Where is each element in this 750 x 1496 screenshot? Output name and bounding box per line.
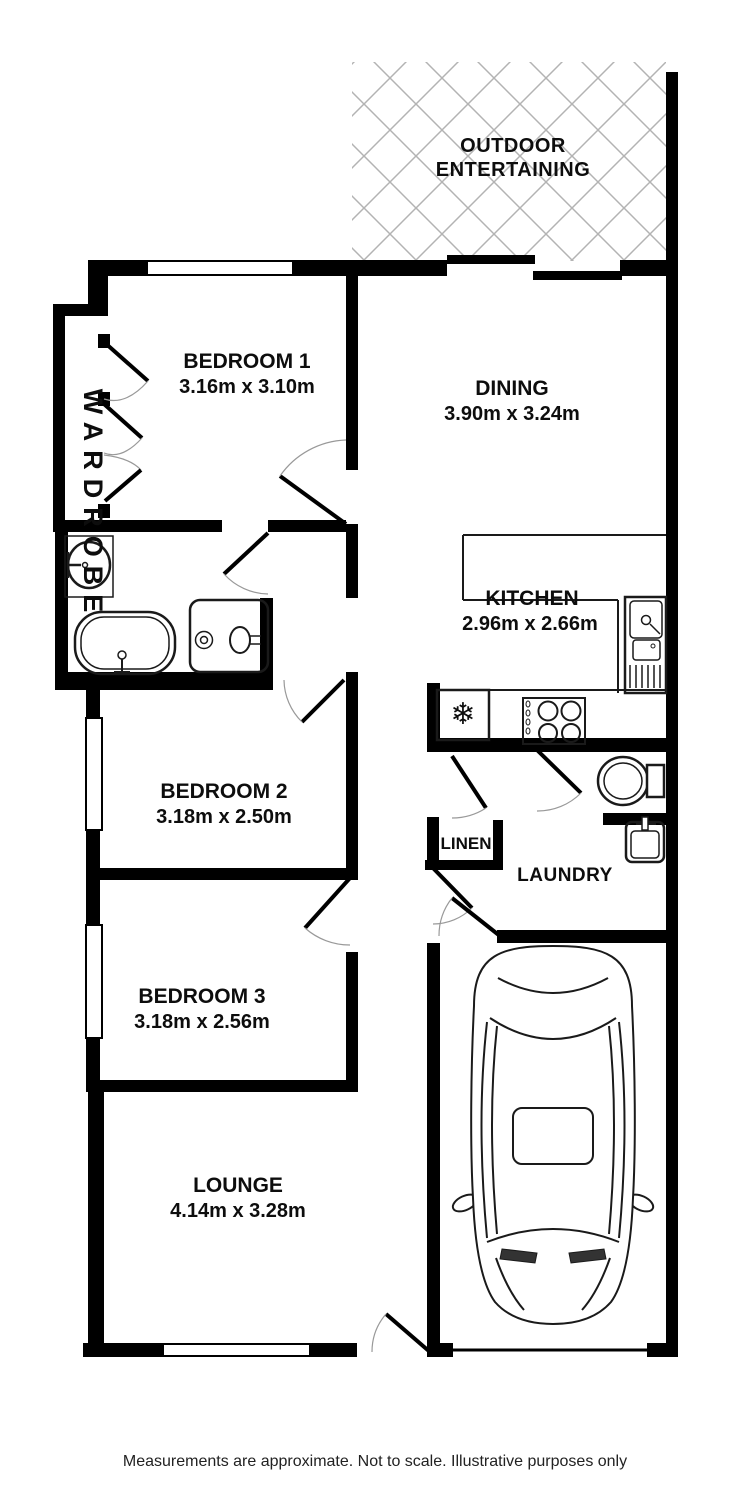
- label-bedroom3-dims: 3.18m x 2.56m: [134, 1011, 270, 1033]
- window-bedroom2: [86, 718, 102, 830]
- car-body: [471, 946, 635, 1324]
- label-dining-dims: 3.90m x 3.24m: [444, 403, 580, 425]
- wall-segment: [666, 72, 678, 1357]
- wall-segment: [83, 1343, 163, 1357]
- label-dining-name: DINING: [475, 377, 549, 400]
- label-bedroom1-name: BEDROOM 1: [183, 350, 311, 373]
- wall-segment: [310, 1343, 357, 1357]
- wall-segment: [346, 952, 358, 1092]
- window-lounge: [163, 1344, 310, 1356]
- label-bedroom2-name: BEDROOM 2: [160, 780, 288, 803]
- wall-segment: [86, 1080, 358, 1092]
- wall-segment: [346, 524, 358, 598]
- wall-segment: [647, 1343, 678, 1357]
- disclaimer-text: Measurements are approximate. Not to scale. Illustrative purposes only: [122, 1453, 628, 1470]
- wall-segment: [55, 520, 68, 690]
- wall-segment: [268, 520, 346, 532]
- car-top-view: [450, 946, 655, 1324]
- label-lounge-name: LOUNGE: [193, 1174, 283, 1197]
- wall-segment: [620, 260, 668, 276]
- wall-segment: [88, 1092, 104, 1343]
- wall-segment: [346, 260, 358, 470]
- wall-segment: [425, 860, 503, 870]
- sliding-door-panel: [533, 271, 622, 280]
- wall-segment: [86, 880, 100, 925]
- wall-segment: [497, 930, 666, 943]
- wall-segment: [293, 260, 447, 276]
- snowflake-icon: ❄: [450, 698, 476, 731]
- label-bedroom2-dims: 3.18m x 2.50m: [156, 806, 292, 828]
- label-kitchen-dims: 2.96m x 2.66m: [462, 613, 598, 635]
- label-bedroom3-name: BEDROOM 3: [138, 985, 266, 1008]
- label-bedroom1-dims: 3.16m x 3.10m: [179, 376, 315, 398]
- wall-segment: [427, 1343, 453, 1357]
- wall-segment: [346, 672, 358, 872]
- label-outdoor-line1: OUTDOOR: [460, 135, 566, 157]
- wall-segment: [427, 943, 440, 1357]
- sliding-door-panel: [447, 255, 535, 264]
- wall-segment: [86, 830, 100, 872]
- label-linen: LINEN: [440, 834, 492, 853]
- label-kitchen-name: KITCHEN: [485, 587, 579, 610]
- toilet-cistern: [647, 765, 664, 797]
- window-bedroom1: [147, 261, 293, 275]
- wall-segment: [86, 690, 100, 718]
- label-outdoor-line2: ENTERTAINING: [435, 159, 591, 181]
- wall-segment: [55, 672, 273, 690]
- wall-segment: [427, 817, 439, 867]
- window-bedroom3: [86, 925, 102, 1038]
- label-lounge-dims: 4.14m x 3.28m: [170, 1200, 306, 1222]
- label-wardrobe: WARDROBE: [78, 388, 108, 622]
- label-laundry: LAUNDRY: [517, 865, 613, 886]
- wall-segment: [86, 868, 358, 880]
- wall-segment: [53, 304, 65, 532]
